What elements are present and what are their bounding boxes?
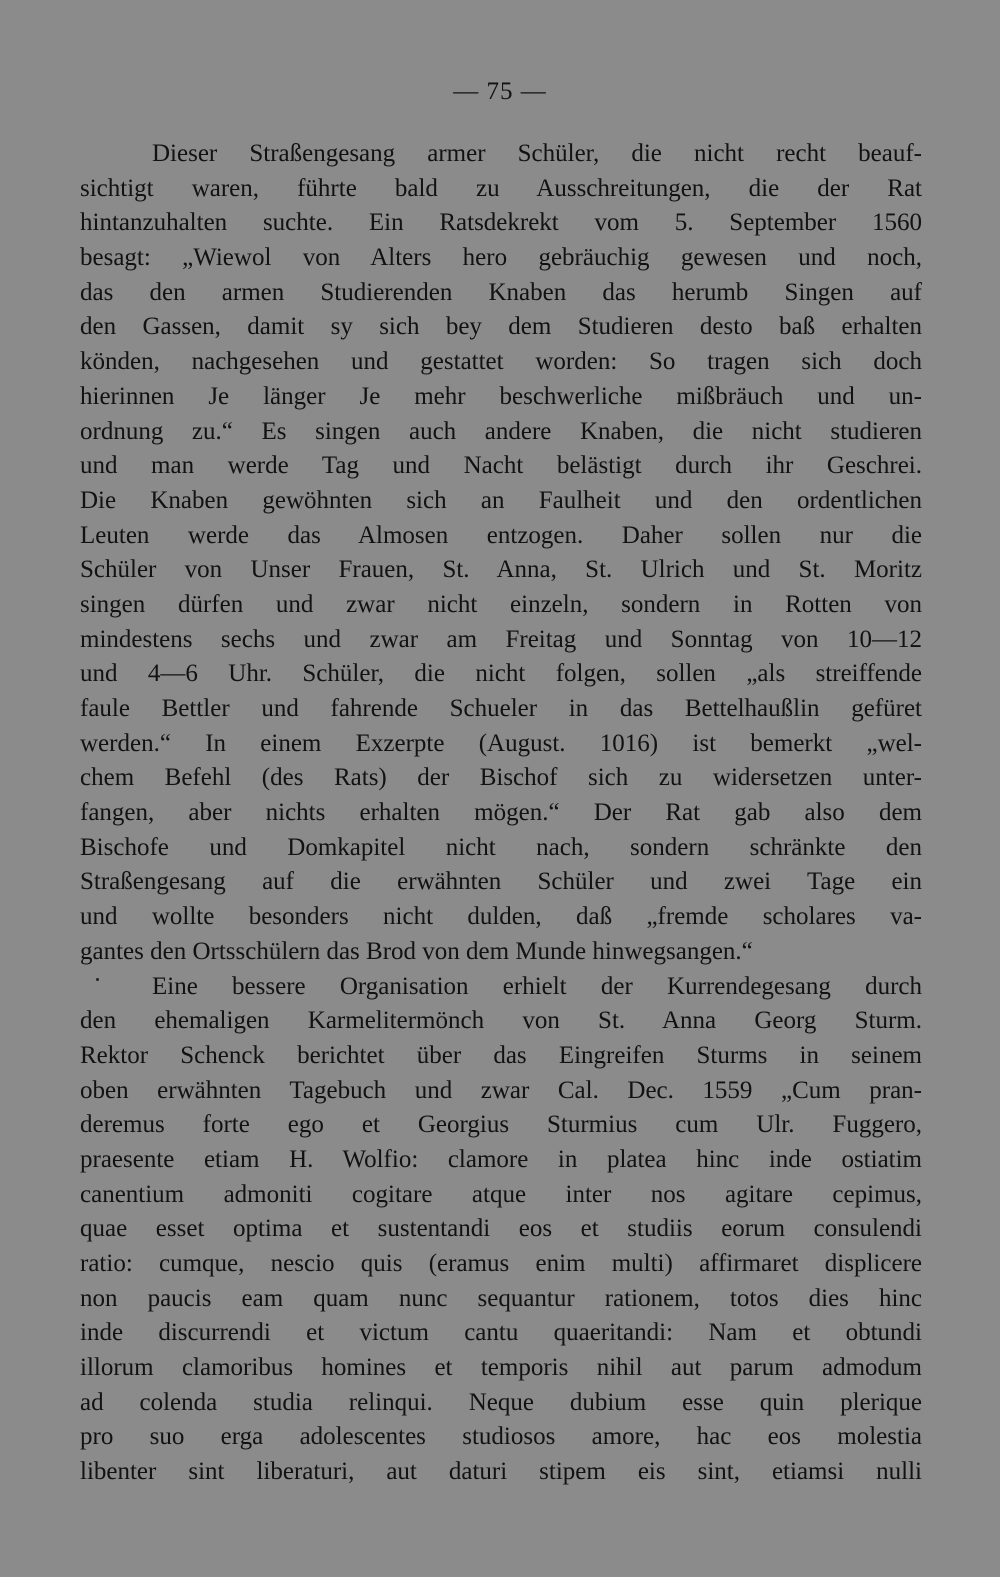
text-line: chem Befehl (des Rats) der Bischof sich zu widersetzen unter- [80,764,922,792]
text-line: den ehemaligen Karmelitermönch von St. Anna Georg Sturm. [80,1007,922,1035]
text-line: illorum clamoribus homines et temporis nihil aut parum admodum [80,1354,922,1382]
text-line: ordnung zu.“ Es singen auch andere Knaben, die nicht studieren [80,417,922,445]
text-line: Leuten werde das Almosen entzogen. Daher sollen nur die [80,521,922,549]
text-line: den Gassen, damit sy sich bey dem Studieren desto baß erhalten [80,313,922,341]
text-line: singen dürfen und zwar nicht einzeln, sondern in Rotten von [80,590,922,618]
text-line: ratio: cumque, nescio quis (eramus enim multi) affirmaret displicere [80,1250,922,1277]
text-line: pro suo erga adolescentes studiosos amore, hac eos molestia [80,1423,922,1451]
text-line: non paucis eam quam nunc sequantur rationem, totos dies hinc [80,1284,922,1312]
text-line: das den armen Studierenden Knaben das herumb Singen auf [80,278,922,306]
text-line: Rektor Schenck berichtet über das Eingreifen Sturms in seinem [80,1041,922,1069]
text-line: und wollte besonders nicht dulden, daß „fremde scholares va- [80,903,922,931]
page-number: — 75 — [453,78,547,105]
text-line: sichtigt waren, führte bald zu Ausschreitungen, die der Rat [80,174,922,202]
text-line: hintanzuhalten suchte. Ein Ratsdekrekt vom 5. September 1560 [80,209,922,237]
text-line: libenter sint liberaturi, aut daturi stipem eis sint, etiamsi nulli [80,1458,922,1486]
text-line: fangen, aber nichts erhalten mögen.“ Der Rat gab also dem [80,799,922,827]
text-line: deremus forte ego et Georgius Sturmius cum Ulr. Fuggero, [80,1111,922,1139]
text-line: gantes den Ortsschülern das Brod von dem Munde hinwegsangen.“ [80,937,753,965]
text-line: und man werde Tag und Nacht belästigt durch ihr Geschrei. [80,452,922,480]
text-line: praesente etiam H. Wolfio: clamore in platea hinc inde ostiatim [80,1145,922,1173]
text-line: inde discurrendi et victum cantu quaeritandi: Nam et obtundi [80,1319,922,1347]
text-line: Schüler von Unser Frauen, St. Anna, St. Ulrich und St. Moritz [80,556,922,584]
text-line: mindestens sechs und zwar am Freitag und Sonntag von 10—12 [80,625,922,653]
text-line: werden.“ In einem Exzerpte (August. 1016) ist bemerkt „wel- [80,729,922,757]
text-line: canentium admoniti cogitare atque inter nos agitare cepimus, [80,1180,922,1208]
text-line: ad colenda studia relinqui. Neque dubium esse quin plerique [80,1388,922,1416]
text-line: besagt: „Wiewol von Alters hero gebräuchig gewesen und noch, [80,244,922,272]
text-line: Bischofe und Domkapitel nicht nach, sondern schränkte den [80,833,922,861]
text-line: faule Bettler und fahrende Schueler in das Bettelhaußlin gefüret [80,695,922,722]
text-line: Eine bessere Organisation erhielt der Kurrendegesang durch [152,972,922,1000]
text-line: oben erwähnten Tagebuch und zwar Cal. Dec. 1559 „Cum pran- [80,1076,922,1104]
text-line: Dieser Straßengesang armer Schüler, die nicht recht beauf- [152,140,922,167]
body-text [80,137,922,1490]
text-line: Straßengesang auf die erwähnten Schüler und zwei Tage ein [80,868,922,896]
text-line: und 4—6 Uhr. Schüler, die nicht folgen, sollen „als streiffende [80,660,922,688]
text-line: quae esset optima et sustentandi eos et studiis eorum consulendi [80,1215,922,1243]
text-line: hierinnen Je länger Je mehr beschwerliche mißbräuch und un- [80,382,922,410]
text-line: könden, nachgesehen und gestattet worden: So tragen sich doch [80,348,922,376]
text-line: Die Knaben gewöhnten sich an Faulheit und den ordentlichen [80,486,922,514]
